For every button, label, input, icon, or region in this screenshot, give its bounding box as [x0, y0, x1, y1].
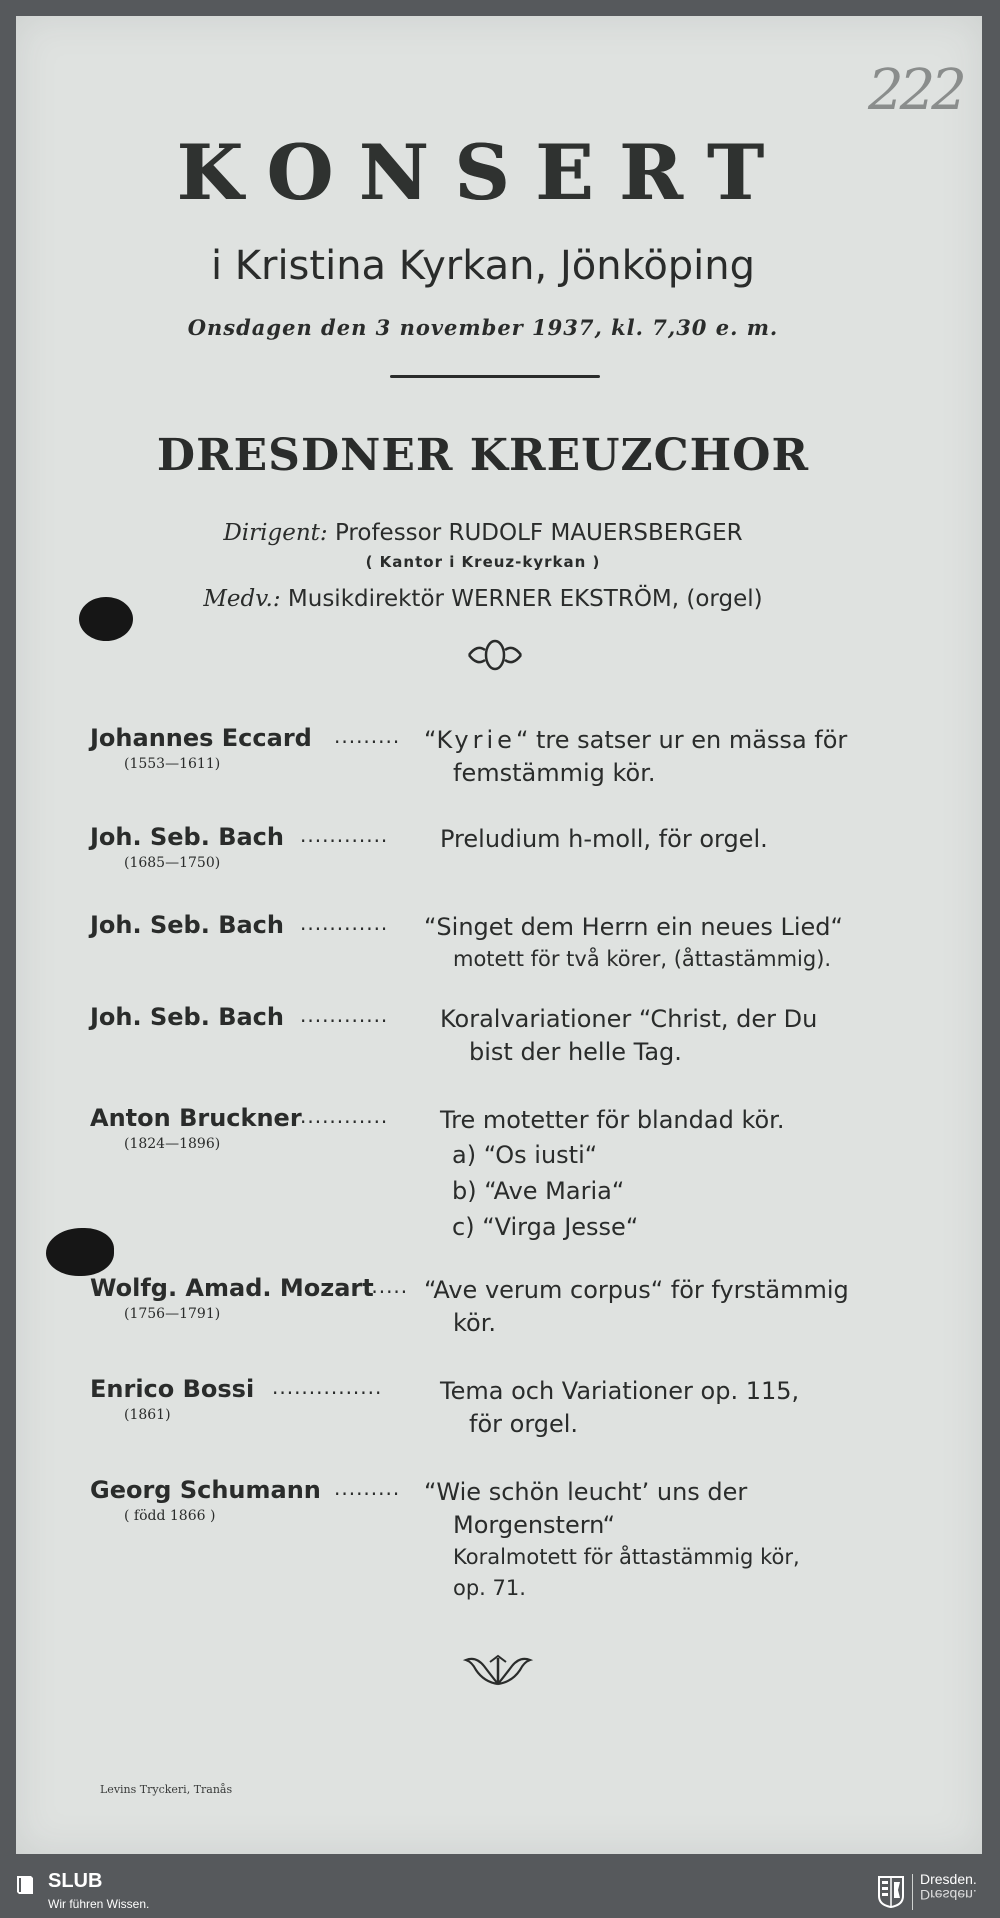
conductor-name: Professor RUDOLF MAUERSBERGER — [334, 520, 743, 546]
ink-blot — [46, 1228, 114, 1276]
divider-rule — [390, 375, 600, 378]
ornament-icon — [465, 638, 525, 672]
leader-dots: ............ — [300, 823, 389, 847]
composer-name: Joh. Seb. Bach — [90, 823, 284, 851]
work-title: “Wie schön leucht’ uns der Morgenstern“ Koralmotett för åttastämmig kör, op. 71. — [424, 1478, 800, 1600]
work-title: “Singet dem Herrn ein neues Lied“ motett för två körer, (åttastämmig). — [424, 913, 843, 971]
ink-blot — [79, 597, 133, 641]
leader-dots: ............... — [272, 1375, 383, 1399]
composer-name: Joh. Seb. Bach — [90, 911, 284, 939]
leader-dots: ............ — [300, 1104, 389, 1128]
dresden-mirror-text: Dresden. — [920, 1887, 977, 1903]
assistant-label: Medv.: — [203, 586, 281, 612]
dresden-text: Dresden. — [920, 1871, 977, 1887]
composer-name: Joh. Seb. Bach — [90, 1003, 284, 1031]
work-spaced: Kyrie — [436, 726, 516, 754]
work-title: “Ave verum corpus“ för fyrstämmig kör. — [424, 1276, 849, 1337]
leader-dots: ............ — [300, 911, 389, 935]
composer-name: Wolfg. Amad. Mozart — [90, 1274, 374, 1302]
work-title: Preludium h-moll, för orgel. — [440, 825, 768, 853]
composer-name: Enrico Bossi — [90, 1375, 255, 1403]
venue-subtitle: i Kristina Kyrkan, Jönköping — [210, 243, 756, 289]
leader-dots: ......... — [334, 1476, 401, 1500]
composer-years: (1553—1611) — [124, 756, 221, 772]
composer-years: (1756—1791) — [124, 1306, 221, 1322]
conductor-label: Dirigent: — [223, 520, 328, 546]
composer-years: (1824—1896) — [124, 1136, 221, 1152]
assistant-name: Musikdirektör WERNER EKSTRÖM, (orgel) — [287, 586, 763, 612]
composer-name: Johannes Eccard — [90, 724, 312, 752]
floral-ornament-icon — [462, 1652, 534, 1690]
work-title: Tema och Variationer op. 115, för orgel. — [440, 1377, 800, 1438]
dresden-crest-icon — [878, 1876, 904, 1908]
work-title: “Kyrie“ tre satser ur en mässa för femstämmig kör. — [424, 726, 848, 787]
footer-bar — [0, 1866, 1000, 1918]
footer-separator — [912, 1874, 913, 1910]
work-title: Koralvariationer “Christ, der Du bist der helle Tag. — [440, 1005, 818, 1066]
conductor-line — [0, 520, 966, 546]
choir-name: DRESDNER KREUZCHOR — [156, 430, 810, 481]
slub-logo-icon[interactable] — [14, 1874, 36, 1896]
composer-years: ( född 1866 ) — [124, 1508, 216, 1524]
composer-name: Georg Schumann — [90, 1476, 321, 1504]
handwritten-number: 222 — [868, 58, 963, 123]
concert-title: KONSERT — [176, 128, 790, 217]
conductor-note: ( Kantor i Kreuz-kyrkan ) — [365, 553, 601, 571]
leader-dots: ...... — [364, 1274, 409, 1298]
composer-name: Anton Bruckner — [90, 1104, 302, 1132]
dresden-logo[interactable] — [920, 1872, 977, 1902]
leader-dots: ......... — [334, 724, 401, 748]
work-title: Tre motetter för blandad kör. a) “Os iusti“ b) “Ave Maria“ c) “Virga Jesse“ — [440, 1106, 785, 1241]
slub-name[interactable]: SLUB — [48, 1870, 103, 1892]
composer-years: (1685—1750) — [124, 855, 221, 871]
slub-tagline: Wir führen Wissen. — [48, 1897, 150, 1911]
leader-dots: ............ — [300, 1003, 389, 1027]
printer-credit: Levins Tryckeri, Tranås — [100, 1783, 233, 1796]
assistant-line — [0, 586, 966, 612]
composer-years: (1861) — [124, 1407, 171, 1423]
concert-date: Onsdagen den 3 november 1937, kl. 7,30 e. m. — [187, 315, 779, 340]
